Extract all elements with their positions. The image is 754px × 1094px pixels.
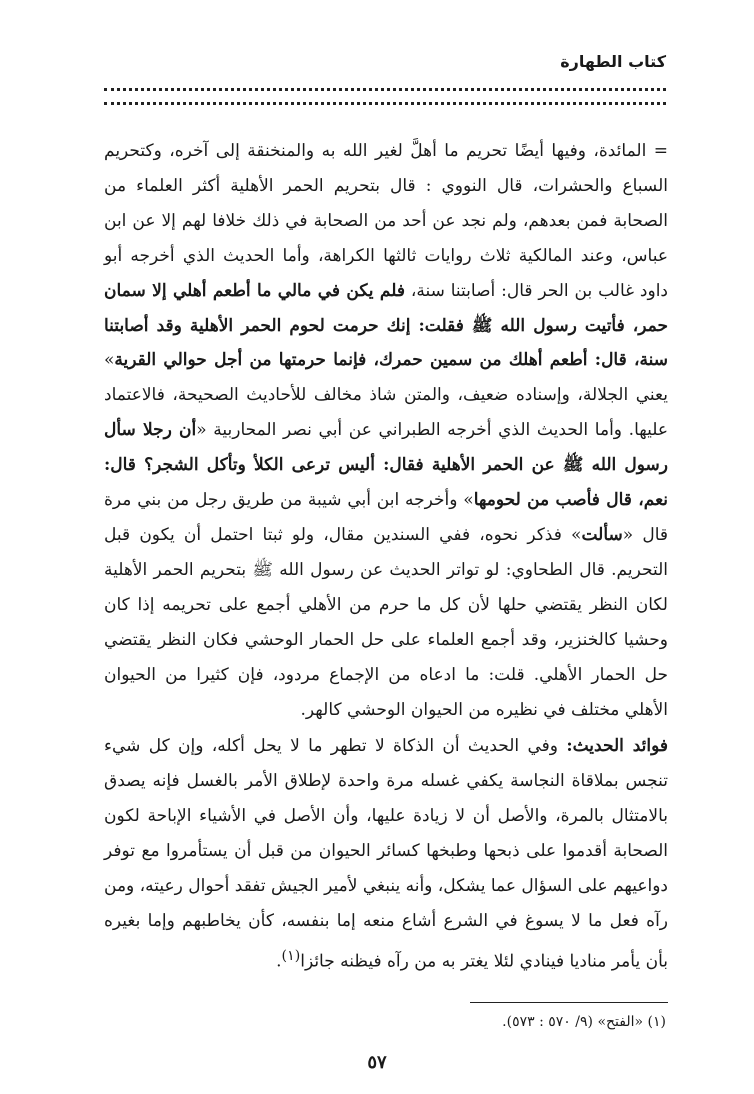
- footnote: (١) «الفتح» (٩/ ٥٧٠ : ٥٧٣).: [502, 1014, 666, 1030]
- footnote-reference[interactable]: (١): [281, 947, 301, 964]
- text-run: » يعني الجلالة، وإسناده ضعيف، والمتن شاذ مخالف للأحاديث الصحيحة، فالاعتماد عليها. وأما الحديث الذي أخرجه الطبراني عن أبي نصر المحاربية «: [104, 350, 668, 441]
- text-run: وفي الحديث أن الذكاة لا تطهر ما لا يحل أكله، وإن كل شيء تنجس بملاقاة النجاسة يكفي غسله مرة واحدة لإطلاق الأمر بالغسل فإنه يصدق بالامتثال بالمرة، والأصل أن لا زيادة عليها، وأن الأصل في الأشياء الإباحة لكون الصحابة أقدموا على ذبحها وطبخها كسائر الحيوان من قبل أن يستأمروا مع توفر دواعيهم على السؤال عما يشكل، وأنه ينبغي لأمير الجيش تفقد أحوال رعيته، ومن رآه فعل ما لا يسوغ في الشرع أشاع منعه إما بنفسه، كأن يخاطبهم وإما بغيره بأن يأمر مناديا فينادي لئلا يغتر به من رآه فيظنه جائزا: [104, 736, 668, 972]
- hadith-text-bold: فلم يكن في مالي ما أطعم أهلي إلا سمان حمر، فأتيت رسول الله ﷺ فقلت: إنك حرمت لحوم الحمر الأهلية وقد أصابتنا سنة، قال: أطعم أهلك من سمين حمرك، فإنما حرمتها من أجل حوالي القرية: [104, 280, 668, 371]
- header-dotted-rule-second: [104, 102, 666, 105]
- header-dotted-rule: [104, 88, 666, 91]
- main-text: [104, 134, 668, 979]
- text-run: = المائدة، وفيها أيضًا تحريم ما أهلَّ لغير الله به والمنخنقة إلى آخره، وكتحريم السباع والحشرات، قال النووي : قال بتحريم الحمر الأهلية أكثر العلماء من الصحابة فمن بعدهم، ولم نجد عن أحد من الصحابة في ذلك خلافا لهم إلا عن ابن عباس، وعند المالكية ثلاث روايات ثالثها الكراهة، وأما الحديث الذي أخرجه أبو داود غالب بن الحر قال: أصابتنا سنة،: [104, 141, 668, 301]
- running-header-title: كتاب الطهارة: [560, 52, 666, 71]
- paragraph-benefits: [104, 729, 668, 979]
- text-run: » فذكر نحوه، ففي السندين مقال، ولو ثبتا احتمل أن يكون قبل التحريم. قال الطحاوي: لو تواتر الحديث عن رسول الله ﷺ بتحريم الحمر الأهلية لكان النظر يقتضي حلها لأن كل ما حرم من الأهلي أجمع على تحريمه إذا كان وحشيا كالخنزير، وقد أجمع العلماء على حل الحمار الوحشي فكان النظر يقتضي حل الحمار الأهلي. قلت: ما ادعاه من الإجماع مردود، فإن كثيرا من الحيوان الأهلي مختلف في نظيره من الحيوان الوحشي كالهر.: [104, 524, 668, 720]
- page-number: ٥٧: [367, 1052, 387, 1073]
- text-run: .: [276, 951, 282, 972]
- text-run: » وأخرجه ابن أبي شيبة من طريق رجل من بني مرة قال «: [104, 490, 668, 545]
- hadith-text-bold: أن رجلا سأل رسول الله ﷺ عن الحمر الأهلية فقال: أليس ترعى الكلأ وتأكل الشجر؟ قال: نعم، قال فأصب من لحومها: [104, 420, 669, 511]
- paragraph-commentary: [104, 134, 668, 727]
- section-label: فوائد الحديث:: [566, 736, 668, 757]
- footnote-separator: [470, 1002, 668, 1003]
- hadith-text-bold: سألت: [581, 524, 623, 545]
